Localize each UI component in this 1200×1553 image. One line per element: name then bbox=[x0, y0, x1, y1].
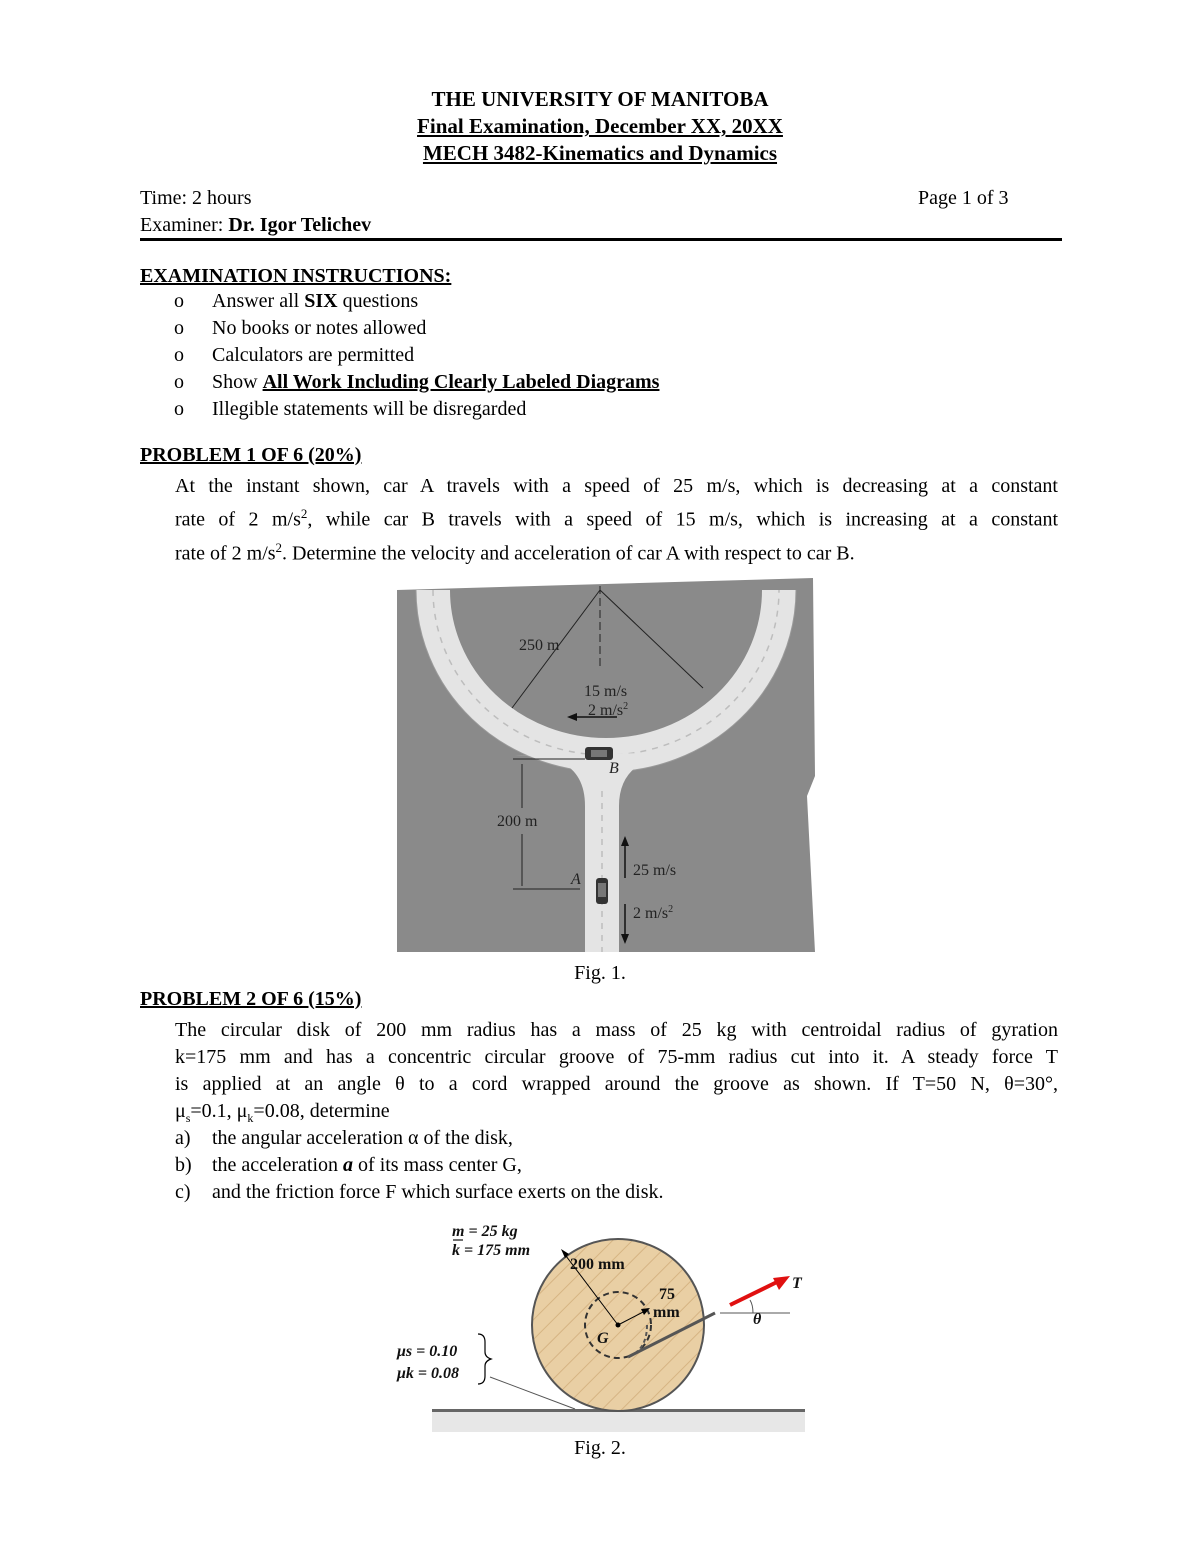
superscript: 2 bbox=[623, 701, 629, 712]
bullet: o bbox=[174, 344, 184, 366]
problem2-line: is applied at an angle θ to a cord wrapped around the groove as shown. If T=50 N, θ=30°, bbox=[175, 1073, 1058, 1095]
instruction-bold: SIX bbox=[304, 290, 338, 312]
car-b-accel-label bbox=[588, 701, 628, 719]
groove-radius-label-bottom: mm bbox=[653, 1304, 680, 1321]
problem1-title: PROBLEM 1 OF 6 (20%) bbox=[140, 444, 362, 466]
static-friction-label: μs = 0.10 bbox=[397, 1343, 458, 1360]
exam-time: Time: 2 hours bbox=[140, 187, 252, 209]
car-b-label: B bbox=[609, 760, 619, 777]
course-title: MECH 3482-Kinematics and Dynamics bbox=[422, 141, 778, 165]
superscript: 2 bbox=[300, 506, 308, 521]
part-italic: a bbox=[343, 1154, 354, 1176]
examiner-name: Dr. Igor Telichev bbox=[228, 214, 372, 236]
center-label: G bbox=[597, 1330, 609, 1347]
car-a-label: A bbox=[571, 871, 581, 888]
instruction-bold: All Work Including Clearly Labeled Diagrams bbox=[262, 371, 660, 393]
examiner bbox=[140, 212, 371, 238]
text: 2 m/s bbox=[588, 702, 624, 719]
text: rate of 2 m/s bbox=[175, 542, 276, 565]
subscript: s bbox=[185, 1111, 191, 1125]
problem2-line: The circular disk of 200 mm radius has a mass of 25 kg with centroidal radius of gyration bbox=[175, 1019, 1058, 1041]
force-arrow bbox=[730, 1282, 777, 1305]
instruction-text: questions bbox=[337, 290, 419, 312]
car-a-speed-label: 25 m/s bbox=[633, 862, 677, 879]
figure-1-road-diagram bbox=[395, 576, 817, 952]
bullet: o bbox=[174, 371, 184, 393]
part-text: the angular acceleration α of the disk, bbox=[212, 1127, 513, 1149]
problem1-line bbox=[175, 500, 1058, 534]
force-label: T bbox=[792, 1275, 802, 1292]
instruction-text: Calculators are permitted bbox=[212, 344, 415, 366]
problem2-parts bbox=[175, 1125, 664, 1206]
part-item bbox=[175, 1152, 664, 1179]
bullet: o bbox=[174, 398, 184, 420]
part-item bbox=[175, 1125, 664, 1152]
examiner-label: Examiner: bbox=[140, 214, 229, 236]
problem2-line: k=175 mm and has a concentric circular groove of 75-mm radius cut into it. A steady force T bbox=[175, 1046, 1058, 1068]
groove-radius-label-top: 75 bbox=[659, 1286, 675, 1303]
university-title: THE UNIVERSITY OF MANITOBA bbox=[431, 87, 769, 111]
mass-label: m = 25 kg bbox=[452, 1223, 518, 1240]
instruction-item bbox=[174, 396, 659, 423]
part-text: and the friction force F which surface exerts on the disk. bbox=[212, 1181, 664, 1203]
text: rate of 2 m/s bbox=[175, 508, 301, 531]
problem2-title: PROBLEM 2 OF 6 (15%) bbox=[140, 988, 362, 1010]
text: =0.1, μ bbox=[190, 1100, 248, 1122]
text: 2 m/s bbox=[633, 905, 669, 922]
instruction-text: Show bbox=[212, 371, 263, 393]
figure-2-caption: Fig. 2. bbox=[574, 1437, 626, 1459]
figure-1-caption: Fig. 1. bbox=[574, 962, 626, 984]
problem2-text bbox=[175, 1017, 1058, 1132]
header-rule bbox=[140, 238, 1062, 241]
radius-label: 200 mm bbox=[570, 1256, 625, 1273]
radius-label: 250 m bbox=[519, 637, 560, 654]
superscript: 2 bbox=[668, 904, 674, 915]
part-text: the acceleration bbox=[212, 1154, 344, 1176]
instruction-item bbox=[174, 288, 659, 315]
distance-label: 200 m bbox=[497, 813, 538, 830]
instruction-text: Illegible statements will be disregarded bbox=[212, 398, 527, 420]
instructions-list bbox=[174, 288, 659, 423]
instruction-text: No books or notes allowed bbox=[212, 317, 427, 339]
problem1-line: At the instant shown, car A travels with a speed of 25 m/s, which is decreasing at a constant bbox=[175, 475, 1058, 497]
brace bbox=[478, 1334, 491, 1384]
problem1-text bbox=[175, 473, 1058, 567]
car-a-accel-label bbox=[633, 904, 673, 922]
part-label: b) bbox=[175, 1154, 192, 1176]
part-label: a) bbox=[175, 1127, 191, 1149]
text: =0.08, determine bbox=[253, 1100, 390, 1122]
force-arrow-icon bbox=[773, 1276, 790, 1290]
instruction-item bbox=[174, 315, 659, 342]
part-item bbox=[175, 1179, 664, 1206]
figure-2-disk-diagram bbox=[385, 1210, 815, 1436]
gyration-label: k = 175 mm bbox=[452, 1242, 531, 1259]
instruction-item bbox=[174, 369, 659, 396]
part-text: of its mass center G, bbox=[353, 1154, 522, 1176]
instruction-item bbox=[174, 342, 659, 369]
text: μ bbox=[175, 1100, 186, 1122]
kinetic-friction-label: μk = 0.08 bbox=[397, 1365, 460, 1382]
text: , while car B travels with a speed of 15 m/s, which is increasing at a constant bbox=[307, 508, 1059, 531]
instruction-text: Answer all bbox=[212, 290, 305, 312]
part-label: c) bbox=[175, 1181, 191, 1203]
exam-title: Final Examination, December XX, 20XX bbox=[417, 114, 783, 138]
subscript: k bbox=[247, 1111, 254, 1125]
bullet: o bbox=[174, 317, 184, 339]
angle-label: θ bbox=[753, 1311, 762, 1328]
instructions-title: EXAMINATION INSTRUCTIONS: bbox=[140, 265, 452, 287]
car-b-speed-label: 15 m/s bbox=[584, 683, 628, 700]
bullet: o bbox=[174, 290, 184, 312]
superscript: 2 bbox=[275, 539, 283, 555]
page-number: Page 1 of 3 bbox=[918, 187, 1009, 209]
text: . Determine the velocity and acceleration of car A with respect to car B. bbox=[282, 542, 855, 565]
problem1-line bbox=[175, 534, 1058, 568]
